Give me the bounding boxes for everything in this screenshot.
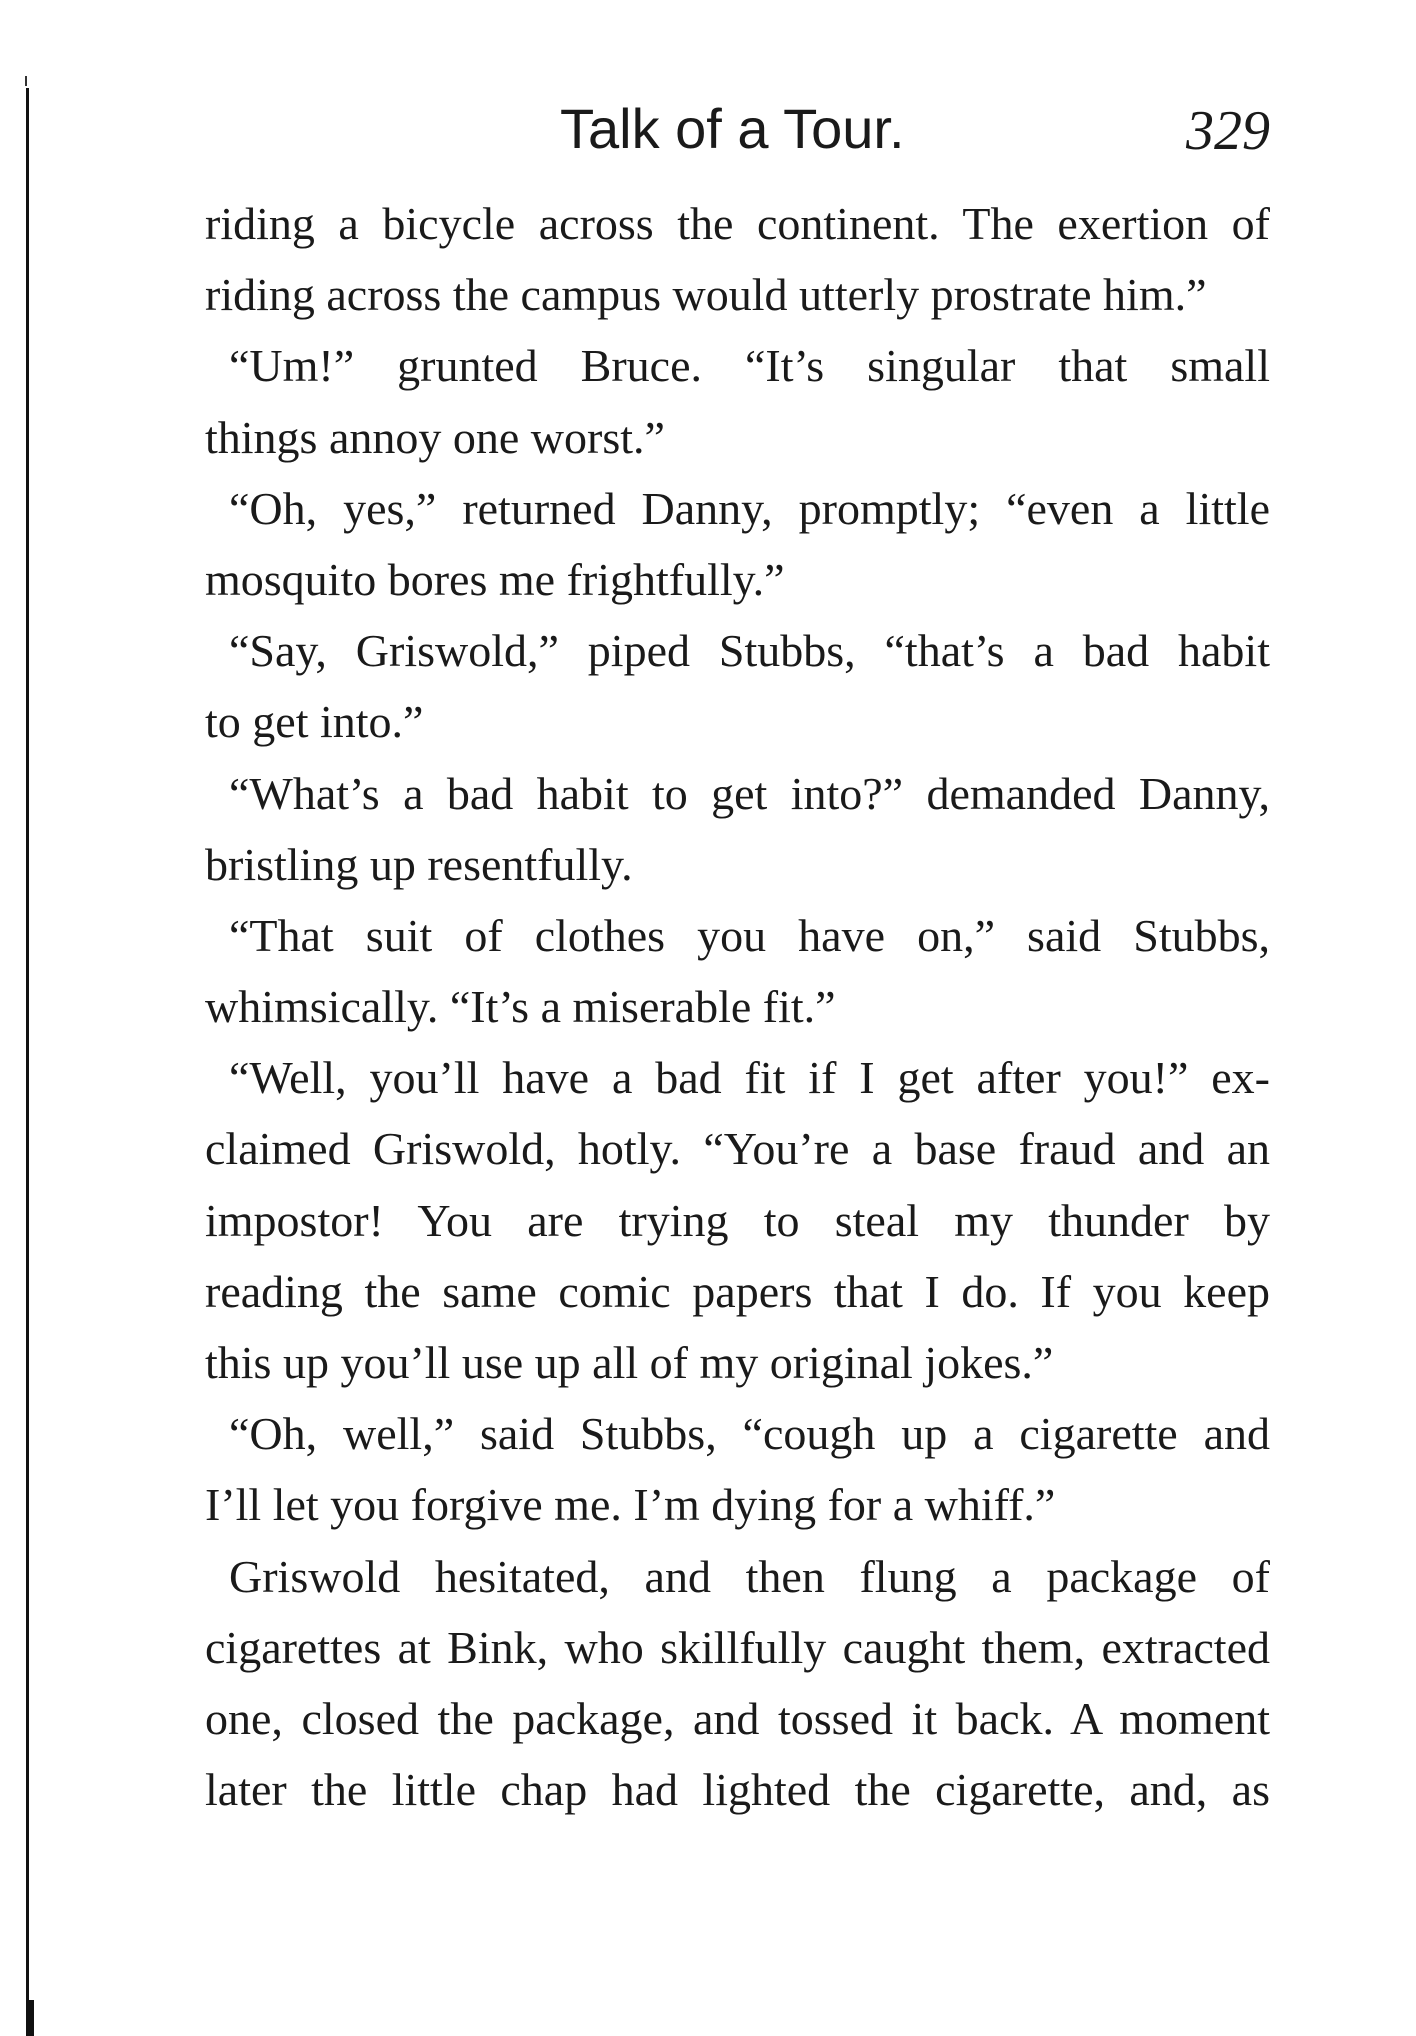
text-line: cigarettes at Bink, who skillfully caught them, extracted [205, 1621, 1270, 1673]
text-line: “That suit of clothes you have on,” said Stubbs, [229, 909, 1270, 961]
text-line: whimsically. “It’s a miserable fit.” [205, 981, 836, 1033]
running-title: Talk of a Tour. [560, 97, 905, 160]
text-line: “Say, Griswold,” piped Stubbs, “that’s a bad habit [229, 625, 1270, 677]
text-line: later the little chap had lighted the cigarette, and, as [205, 1764, 1270, 1816]
page-number: 329 [1186, 100, 1270, 162]
page-binding-edge [26, 88, 29, 2036]
text-line: claimed Griswold, hotly. “You’re a base fraud and an [205, 1123, 1270, 1175]
text-line: Griswold hesitated, and then flung a package of [229, 1550, 1270, 1602]
text-line: bristling up resentfully. [205, 838, 633, 890]
page-header [205, 94, 1270, 164]
binding-tick-mark [25, 76, 27, 86]
text-line: impostor! You are trying to steal my thunder by [205, 1194, 1270, 1246]
text-line: I’ll let you forgive me. I’m dying for a whiff.” [205, 1479, 1056, 1531]
text-line: to get into.” [205, 696, 424, 748]
text-line: reading the same comic papers that I do. If you keep [205, 1265, 1270, 1317]
text-line: things annoy one worst.” [205, 411, 665, 463]
text-line: “Um!” grunted Bruce. “It’s singular that small [229, 340, 1270, 392]
text-line: “Well, you’ll have a bad fit if I get after you!” ex- [229, 1052, 1270, 1104]
text-line: “What’s a bad habit to get into?” demanded Danny, [229, 767, 1270, 819]
text-line: one, closed the package, and tossed it back. A moment [205, 1692, 1270, 1744]
text-line: riding across the campus would utterly prostrate him.” [205, 269, 1207, 321]
binding-edge-foot [26, 2000, 34, 2036]
text-line: this up you’ll use up all of my original jokes.” [205, 1337, 1054, 1388]
text-line: riding a bicycle across the continent. The exertion of [205, 198, 1270, 249]
text-line: “Oh, well,” said Stubbs, “cough up a cigarette and [229, 1408, 1270, 1460]
text-line: mosquito bores me frightfully.” [205, 553, 785, 605]
text-line: “Oh, yes,” returned Danny, promptly; “even a little [229, 482, 1270, 534]
body-text [205, 188, 1270, 1825]
